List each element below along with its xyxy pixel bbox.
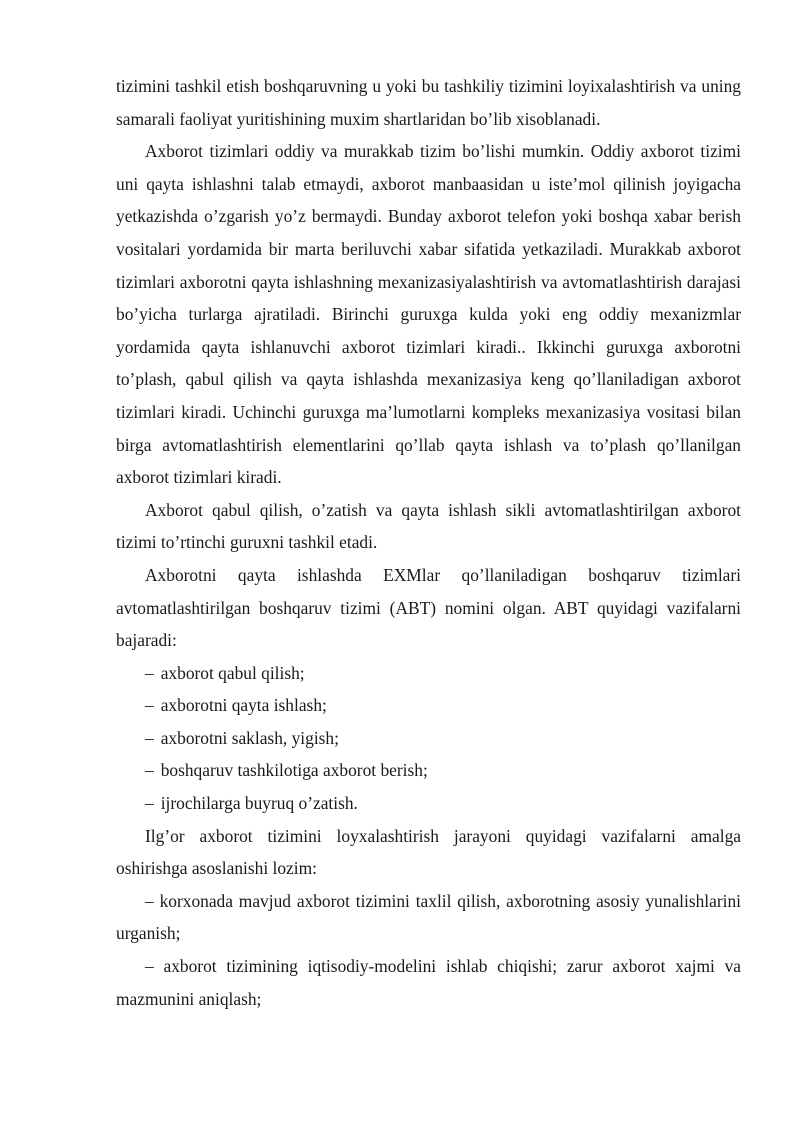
dash-marker: –: [145, 695, 154, 716]
list-item-text: boshqaruv tashkilotiga axborot berish;: [160, 760, 428, 781]
dash-marker: –: [145, 662, 154, 683]
list-item-text: axborot tizimining iqtisodiy-modelini ishlab chiqishi; zarur axborot xajmi va mazmunini aniqlash;: [116, 956, 741, 1009]
list-item-text: axborotni qayta ishlash;: [160, 695, 327, 716]
list-item: [116, 657, 741, 690]
list-item-text: ijrochilarga buyruq o’zatish.: [160, 793, 358, 814]
list-item-text: axborot qabul qilish;: [160, 662, 305, 683]
list-item: [116, 754, 741, 787]
dash-marker: –: [145, 890, 154, 911]
list-item: [116, 950, 741, 1015]
paragraph-3: Axborot qabul qilish, o’zatish va qayta ishlash sikli avtomatlashtirilgan axborot tizimi to’rtinchi guruxni tashkil etadi.: [116, 499, 741, 553]
dash-marker: –: [145, 793, 154, 814]
paragraph-4: Axborotni qayta ishlashda EXMlar qo’llaniladigan boshqaruv tizimlari avtomatlashtirilgan boshqaruv tizimi (ABT) nomini olgan. ABT quyidagi vazifalarni bajaradi:: [116, 564, 741, 651]
paragraph-2: Axborot tizimlari oddiy va murakkab tizim bo’lishi mumkin. Oddiy axborot tizimi uni qayta ishlashni talab etmaydi, axborot manbaasidan u iste’mol qilinish joyigacha yetkazishda o’zgarish yo’z bermaydi. Bunday axborot telefon yoki boshqa xabar berish vositalari yordamida bir marta beriluvchi xabar sifatida yetkaziladi. Murakkab axborot tizimlari axborotni qayta ishlashning mexanizasiyalashtirish va avtomatlashtirish darajasi bo’yicha turlarga ajratiladi. Birinchi guruxga kulda yoki eng oddiy mexanizmlar yordamida qayta ishlanuvchi axborot tizimlari kiradi.. Ikkinchi guruxga axborotni to’plash, qabul qilish va qayta ishlashda mexanizasiya keng qo’llaniladigan axborot tizimlari kiradi. Uchinchi guruxga ma’lumotlarni kompleks mexanizasiya vositasi bilan birga avtomatlashtirish elementlarini qo’llab qayta ishlash va to’plash qo’llanilgan axborot tizimlari kiradi.: [116, 141, 741, 488]
list-item-text: korxonada mavjud axborot tizimini taxlil qilish, axborotning asosiy yunalishlarini urganish;: [116, 890, 741, 944]
list-item: [116, 689, 741, 722]
list-item: [116, 787, 741, 820]
design-task-list: [116, 885, 741, 1015]
paragraph-5: Ilg’or axborot tizimini loyxalashtirish jarayoni quyidagi vazifalarni amalga oshirishga asoslanishi lozim:: [116, 825, 741, 879]
list-item-text: axborotni saklash, yigish;: [160, 727, 339, 748]
paragraph-1: tizimini tashkil etish boshqaruvning u yoki bu tashkiliy tizimini loyixalashtirish va uning samarali faoliyat yuritishining muxim shartlaridan bo’lib xisoblanadi.: [116, 76, 741, 129]
dash-marker: –: [145, 760, 154, 781]
dash-marker: –: [145, 727, 154, 748]
list-item: [116, 722, 741, 755]
document-page: [116, 70, 741, 1015]
list-item: [116, 885, 741, 950]
dash-marker: –: [145, 956, 154, 977]
abt-task-list: [116, 657, 741, 820]
